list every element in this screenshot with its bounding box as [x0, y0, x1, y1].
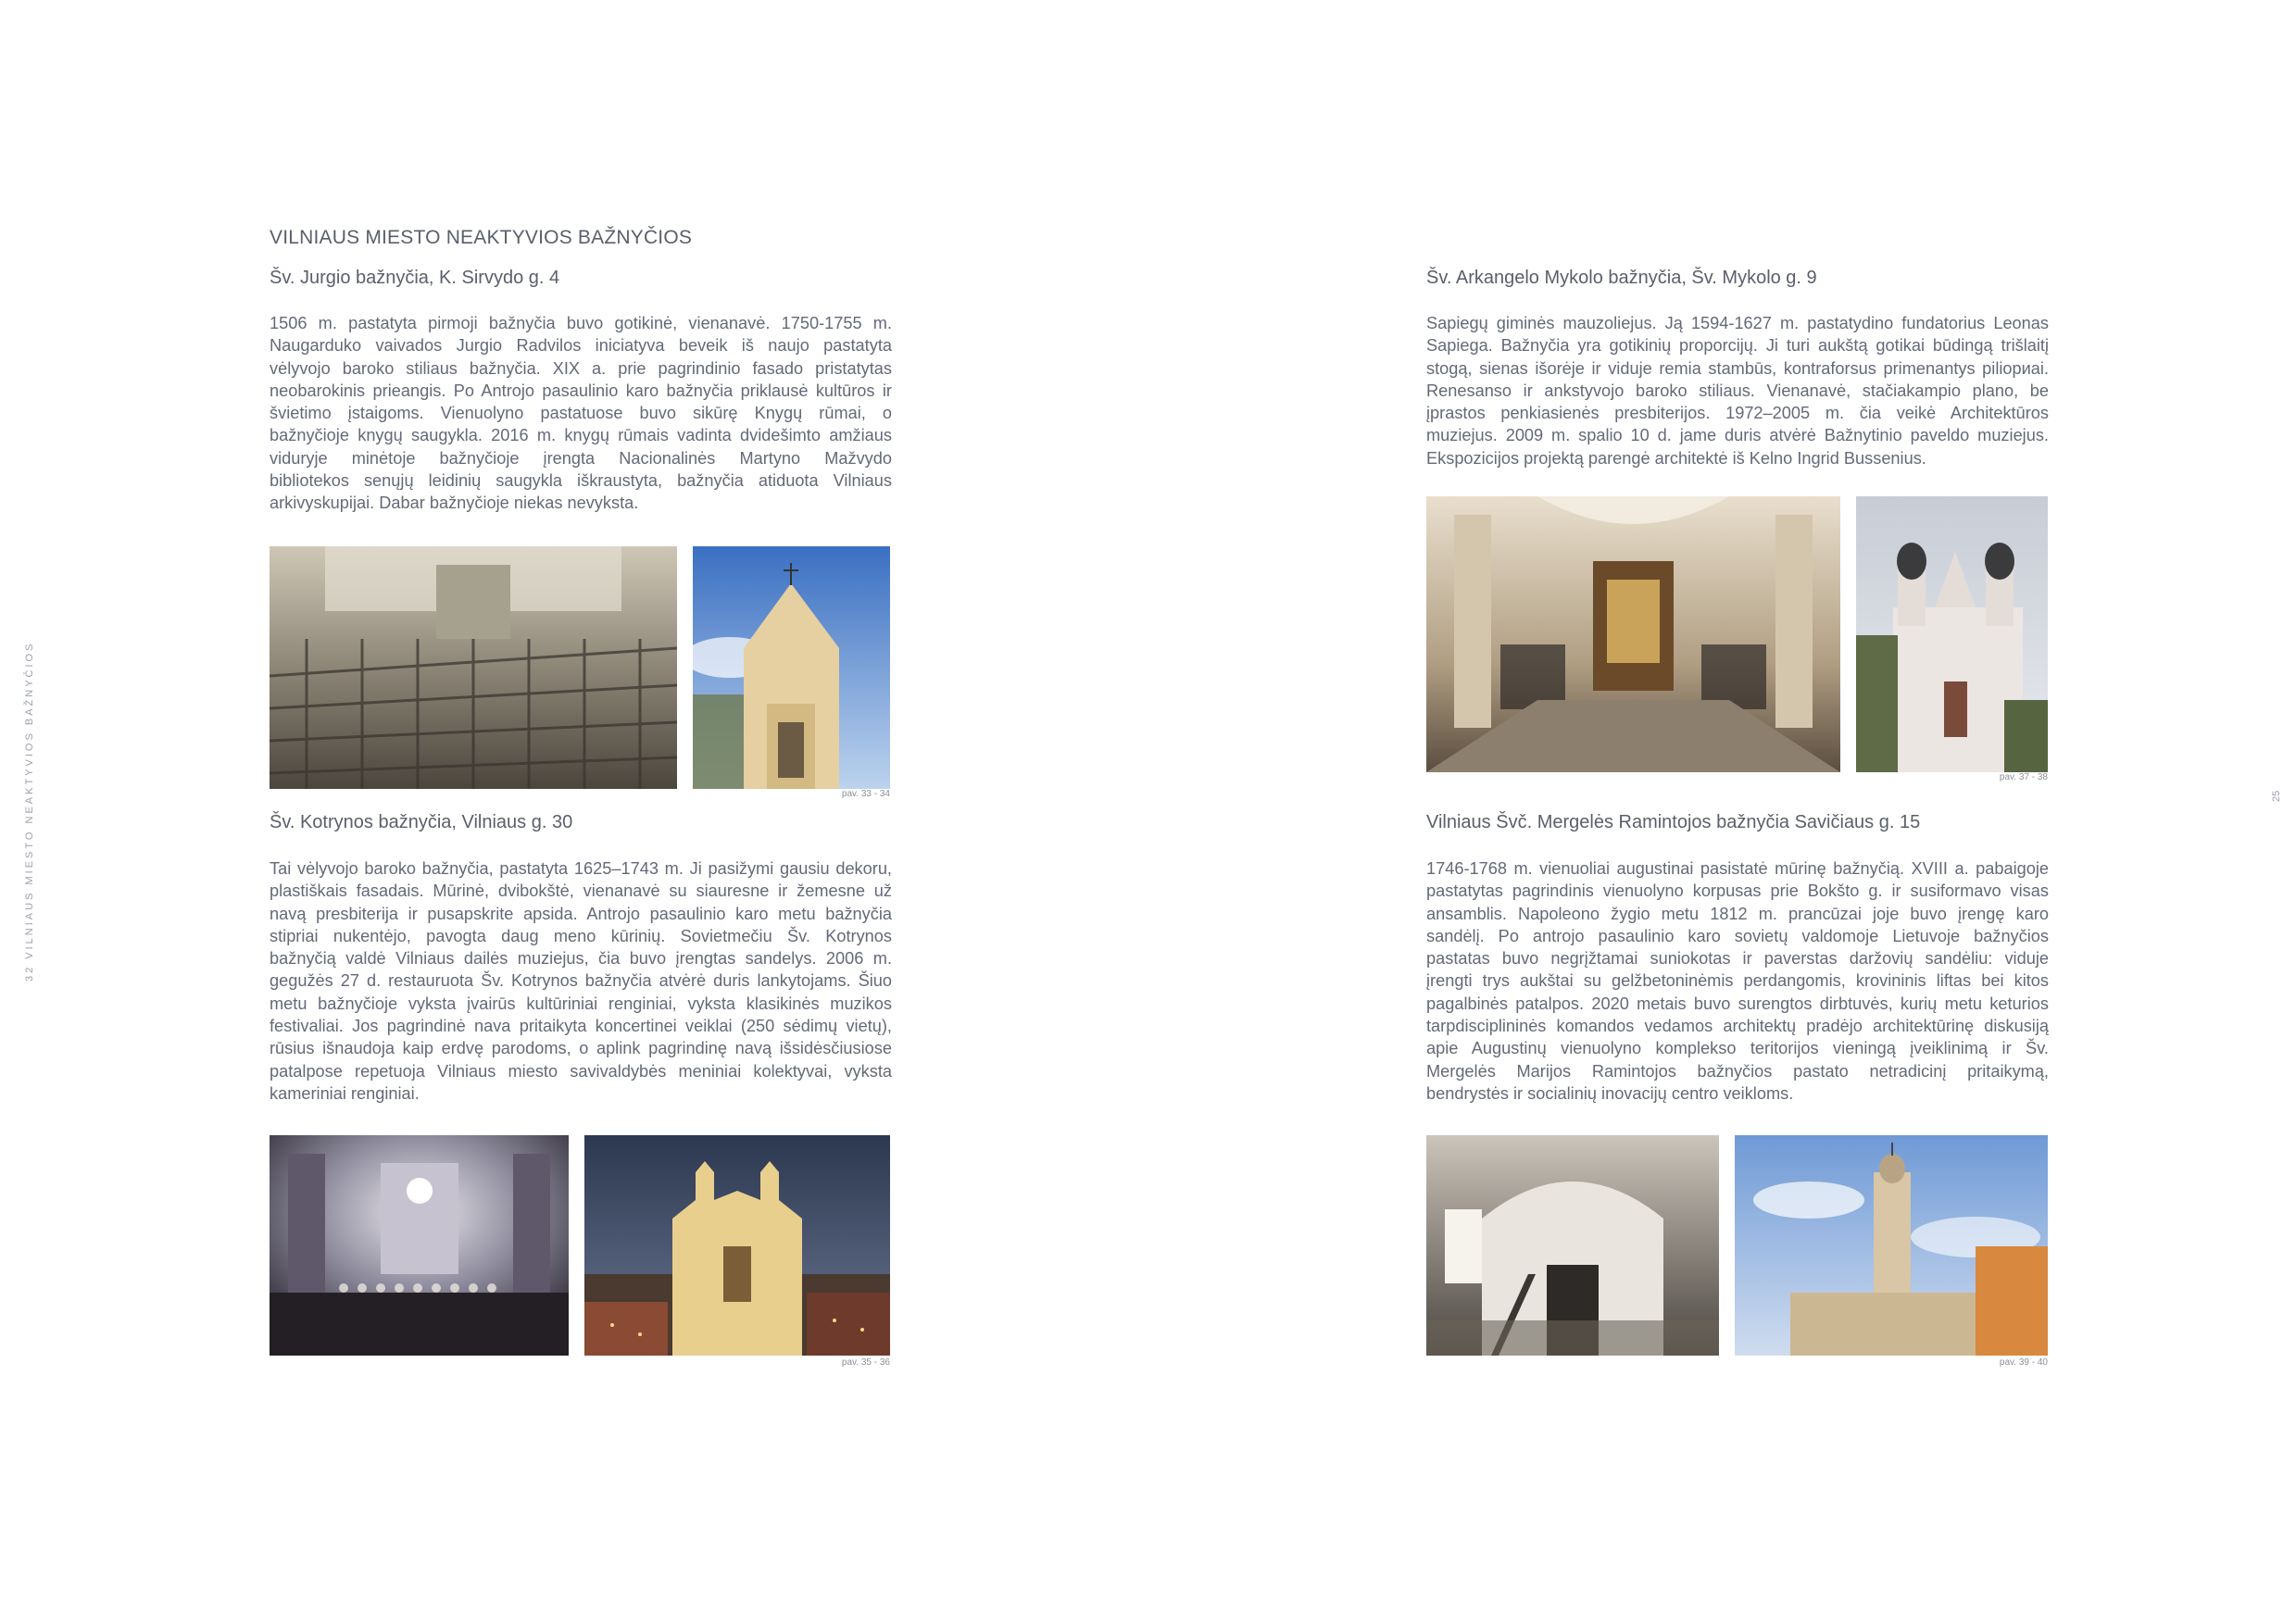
- caption-kotrynos: pav. 35 - 36: [841, 1357, 890, 1368]
- text-line: sandėlį. Po antrojo pasaulinio karo sovietų valdomoje Lietuvoje bažnyčios: [1426, 926, 2049, 945]
- caption-ramintojos: pav. 39 - 40: [1999, 1357, 2048, 1368]
- section-title-jurgio: Šv. Jurgio bažnyčia, K. Sirvydo g. 4: [270, 268, 560, 288]
- text-line: bendrystės ir socialinių inovacijų centro veikloms.: [1426, 1083, 1794, 1103]
- text-line: Tai vėlyvojo baroko bažnyčia, pastatyta 1625–1743 m. Ji pasižymi gausiu dekoru,: [270, 859, 892, 878]
- text-line: gegužės 27 d. restauruota Šv. Kotrynos bažnyčia atvėrė duris lankytojams. Šiuo: [270, 971, 892, 991]
- text-line: tarpdisciplininės komandos vedamos architektų pradėjo architektūrinę diskusiją: [1426, 1017, 2049, 1036]
- text-line: rūsius išnaudoja kaip erdvę parodoms, o aplink pagrindinę navą išsidėsčiusiose: [270, 1039, 892, 1058]
- text-line: bibliotekos senųjų leidinių saugykla iškraustyta, bažnyčia atiduota Vilniaus: [270, 471, 892, 491]
- text-line: neobarokinis prieangis. Po Antrojo pasaulinio karo bažnyčia priklausė kultūros ir: [270, 381, 892, 400]
- photo-ramintojos-interior: [1426, 1135, 1719, 1356]
- text-line: 1746-1768 m. vienuoliai augustinai pasistatė mūrinę bažnyčią. XVIII a. pabaigoje: [1426, 859, 2049, 878]
- text-line: kameriniai renginiai.: [270, 1083, 420, 1103]
- text-line: arkivyskupijai. Dabar bažnyčioje niekas nevyksta.: [270, 494, 639, 513]
- text-line: Renesanso ir ankstyvojo baroko stiliaus. Vienanavė, stačiakampio plano, be: [1426, 381, 2049, 400]
- text-line: Mergelės Marijos Ramintojos bažnyčios pastato netradicinį pritaikymą,: [1426, 1061, 2049, 1081]
- text-line: pastatas buvo negrįžtamai suniokotas ir paverstas daržovių sandėliu: viduje: [1426, 949, 2049, 969]
- text-line: navą presbiterija ir pusapskrite apsida. Antrojo pasaulinio karo metu bažnyčia: [270, 904, 892, 923]
- photo-kotrynos-night: [584, 1135, 890, 1356]
- text-line: plastiškais fasadais. Mūrinė, dvibokštė, vienanavė su siauresne ir žemesne už: [270, 882, 892, 901]
- page-number: 25: [2271, 790, 2282, 802]
- caption-jurgio: pav. 33 - 34: [841, 789, 890, 799]
- text-line: Sapiegų giminės mauzoliejus. Ją 1594-1627 m. pastatydino fundatorius Leonas: [1426, 314, 2049, 332]
- text-line: viduryje minėtoje bažnyčioje įrengta Nacionalinės Martyno Mažvydo: [270, 448, 892, 468]
- photo-mykolo-interior: [1426, 496, 1840, 772]
- text-line: pastatytas pagrindinis vienuolyno korpusas prie Bokšto g. ir susiformavo visas: [1426, 882, 2049, 901]
- photo-kotrynos-interior: [270, 1135, 569, 1356]
- section-text-kotrynos: [270, 857, 892, 1105]
- text-line: patalpose repetuoja Vilniaus miesto savivaldybės meniniai kolektyvai, vyksta: [270, 1061, 892, 1081]
- photo-jurgio-interior: [270, 546, 677, 789]
- text-line: Naugarduko vaivados Jurgio Radvilos iniciatyva beveik iš naujo pastatyta: [270, 336, 892, 356]
- text-line: metu bažnyčioje vyksta įvairūs kultūriniai renginiai, vyksta klasikinės muzikos: [270, 994, 892, 1013]
- side-running-title: 32 VILNIAUS MIESTO NEAKTYVIOS BAŽNYČIOS: [24, 641, 35, 982]
- section-text-ramintojos: [1426, 857, 2049, 1105]
- text-line: 1506 m. pastatyta pirmoji bažnyčia buvo gotikinė, vienanavė. 1750-1755 m.: [270, 314, 892, 332]
- section-text-mykolo: [1426, 312, 2049, 469]
- text-line: Sapiega. Bažnyčia yra gotikinių proporcijų. Ji turi aukštą gotikai būdingą trišlaitį: [1426, 336, 2049, 356]
- text-line: stogą, sienas išorėje ir viduje remia stambūs, kontraforsus primenantys piliориai.: [1426, 358, 2049, 378]
- text-line: bažnyčią valdė Vilniaus dailės muziejus, čia buvo įrengtas sandelys. 2006 m.: [270, 949, 892, 969]
- text-line: vėlyvojo baroko stiliaus bažnyčia. XIX a. prie pagrindinio fasado pristatytas: [270, 358, 892, 378]
- page-title: VILNIAUS MIESTO NEAKTYVIOS BAŽNYČIOS: [270, 227, 693, 248]
- section-title-ramintojos: Vilniaus Švč. Mergelės Ramintojos bažnyčia Savičiaus g. 15: [1426, 812, 1921, 832]
- text-line: įrengti trys aukštai su gelžbetoninėmis perdangomis, krovininis liftas bei kitos: [1426, 971, 2049, 991]
- text-line: įprastos penkiasienės presbiterijos. 1972–2005 m. čia veikė Architektūros: [1426, 404, 2049, 423]
- text-line: ansamblis. Napoleono žygio metu 1812 m. prancūzai joje buvo įrengę karo: [1426, 904, 2049, 923]
- text-line: bažnyčioje knygų saugykla. 2016 m. knygų rūmais vadinta dvidešimto amžiaus: [270, 426, 892, 445]
- text-line: švietimo įstaigoms. Vienuolyno pastatuose buvo sikūrę Knygų rūmai, o: [270, 404, 892, 423]
- text-line: festivaliai. Jos pagrindinė nava pritaikyta koncertinei veiklai (250 sėdimų vietų),: [270, 1017, 892, 1036]
- caption-mykolo: pav. 37 - 38: [1999, 772, 2048, 782]
- section-title-mykolo: Šv. Arkangelo Mykolo bažnyčia, Šv. Mykolo g. 9: [1426, 268, 1817, 288]
- text-line: stipriai nukentėjo, pavogta daug meno kūrinių. Sovietmečiu Šv. Kotrynos: [270, 926, 892, 945]
- text-line: pagalbinės patalpos. 2020 metais buvo surengtos dirbtuvės, kurių metu keturios: [1426, 994, 2049, 1013]
- section-title-kotrynos: Šv. Kotrynos bažnyčia, Vilniaus g. 30: [270, 812, 573, 832]
- text-line: Ekspozicijos projektą parengė architektė iš Kelno Ingrid Bussenius.: [1426, 448, 1926, 468]
- photo-jurgio-facade: [693, 546, 890, 789]
- text-line: apie Augustinų vienuolyno komplekso teritorijos vieningą įveiklinimą ir Šv.: [1426, 1039, 2049, 1058]
- text-line: muziejus. 2009 m. spalio 10 d. jame duris atvėrė Bažnytinio paveldo muziejus.: [1426, 426, 2049, 445]
- section-text-jurgio: [270, 312, 892, 515]
- photo-ramintojos-tower: [1735, 1135, 2048, 1356]
- photo-mykolo-facade: [1856, 496, 2048, 772]
